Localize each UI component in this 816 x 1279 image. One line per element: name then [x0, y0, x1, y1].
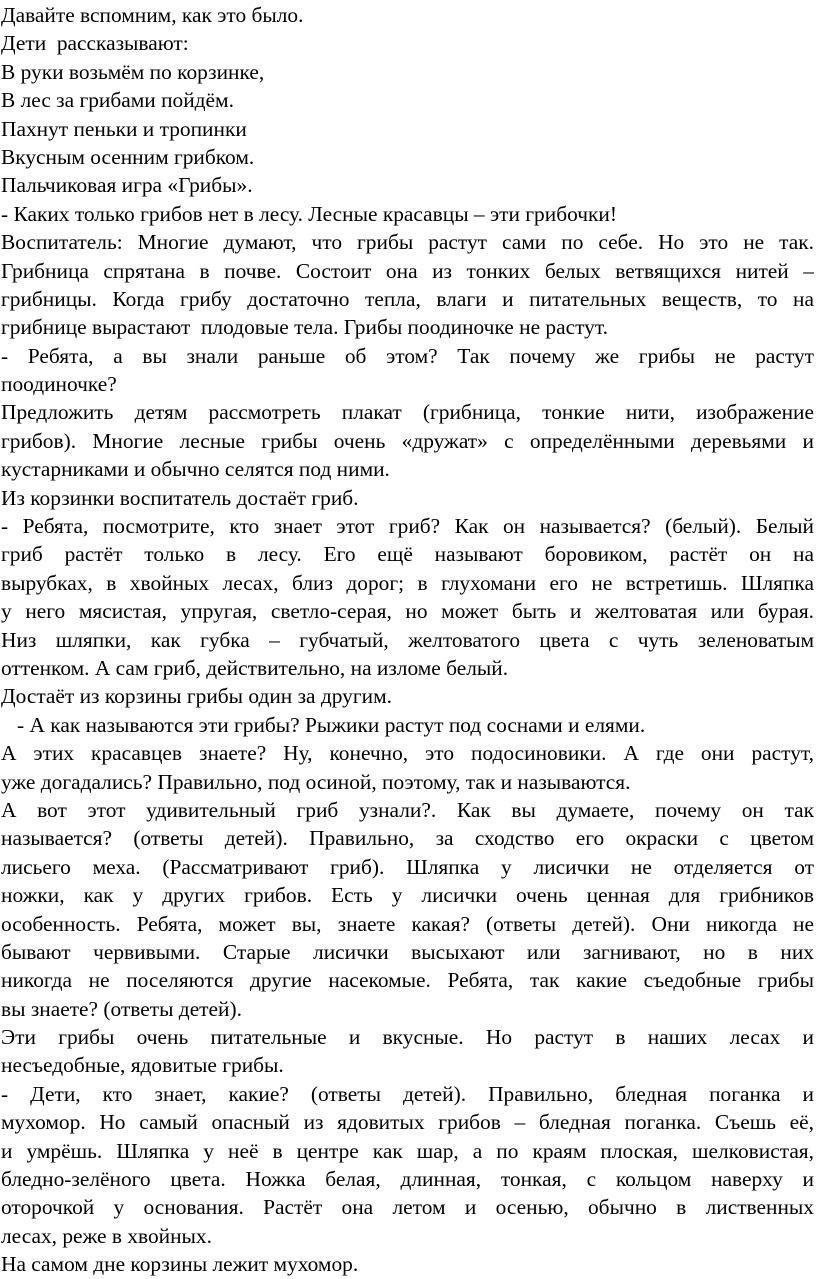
text-line: грибнице вырастают плодовые тела. Грибы поодиночке не растут.	[1, 315, 608, 340]
text-line: Пальчиковая игра «Грибы».	[1, 173, 253, 198]
text-line: особенность. Ребята, может вы, знаете какая? (ответы детей). Они никогда не	[1, 911, 814, 936]
text-line: оторочкой у основания. Растёт она летом и осенью, обычно в лиственных	[1, 1195, 814, 1220]
text-line: Достаёт из корзины грибы один за другим.	[1, 684, 392, 709]
text-line: Грибница спрятана в почве. Состоит она из тонких белых ветвящихся нитей –	[1, 258, 814, 283]
text-line: поодиночке?	[1, 372, 117, 397]
text-line: вы знаете? (ответы детей).	[1, 996, 242, 1021]
text-line: Из корзинки воспитатель достаёт гриб.	[1, 485, 359, 510]
text-line: - Каких только грибов нет в лесу. Лесные красавцы – эти грибочки!	[1, 201, 617, 226]
text-line: - Ребята, посмотрите, кто знает этот гриб? Как он называется? (белый). Белый	[1, 514, 814, 539]
text-line: лесах, реже в хвойных.	[1, 1223, 212, 1248]
text-line: несъедобные, ядовитые грибы.	[1, 1053, 284, 1078]
text-line: называется? (ответы детей). Правильно, за сходство его окраски с цветом	[1, 826, 814, 851]
text-line: мухомор. Но самый опасный из ядовитых грибов – бледная поганка. Съешь её,	[1, 1110, 814, 1135]
text-line: На самом дне корзины лежит мухомор.	[1, 1252, 359, 1277]
text-line: уже догадались? Правильно, под осиной, поэтому, так и называются.	[1, 769, 631, 794]
text-line: грибов). Многие лесные грибы очень «дружат» с определёнными деревьями и	[1, 428, 814, 453]
text-line: бледно-зелёного цвета. Ножка белая, длинная, тонкая, с кольцом наверху и	[1, 1167, 814, 1192]
text-line: бывают червивыми. Старые лисички высыхают или загнивают, но в них	[1, 939, 814, 964]
text-line: - Ребята, а вы знали раньше об этом? Так почему же грибы не растут	[1, 343, 814, 368]
text-line: Эти грибы очень питательные и вкусные. Но растут в наших лесах и	[1, 1025, 814, 1050]
text-line: А вот этот удивительный гриб узнали?. Как вы думаете, почему он так	[1, 797, 814, 822]
poem-line: Вкусным осенним грибком.	[1, 144, 255, 169]
text-line: и умрёшь. Шляпка у неё в центре как шар, а по краям плоская, шелковистая,	[1, 1138, 814, 1163]
text-line: Низ шляпки, как губка – губчатый, желтоватого цвета с чуть зеленоватым	[1, 627, 814, 652]
text-line: грибницы. Когда грибу достаточно тепла, влаги и питательных веществ, то на	[1, 286, 814, 311]
text-line: никогда не поселяются другие насекомые. Ребята, так какие съедобные грибы	[1, 968, 814, 993]
text-line: оттенком. А сам гриб, действительно, на изломе белый.	[1, 655, 509, 680]
text-line: Воспитатель: Многие думают, что грибы растут сами по себе. Но это не так.	[1, 230, 814, 255]
text-line: Дети рассказывают:	[1, 31, 189, 56]
poem-line: В руки возьмём по корзинке,	[1, 59, 265, 84]
text-line: вырубках, в хвойных лесах, близ дорог; в глухомани его не встретишь. Шляпка	[1, 570, 814, 595]
poem-line: В лес за грибами пойдём.	[1, 88, 234, 113]
text-line: - А как называются эти грибы? Рыжики растут под соснами и елями.	[1, 712, 646, 737]
text-line: Предложить детям рассмотреть плакат (грибница, тонкие нити, изображение	[1, 400, 814, 425]
text-line: Давайте вспомним, как это было.	[1, 3, 304, 27]
text-line: - Дети, кто знает, какие? (ответы детей). Правильно, бледная поганка и	[1, 1081, 814, 1106]
poem-line: Пахнут пеньки и тропинки	[1, 116, 247, 141]
text-line: кустарниками и обычно селятся под ними.	[1, 457, 390, 482]
text-line: лисьего меха. (Рассматривают гриб). Шляпка у лисички не отделяется от	[1, 854, 814, 879]
text-line: ножки, как у других грибов. Есть у лисички очень ценная для грибников	[1, 883, 814, 908]
text-line: гриб растёт только в лесу. Его ещё называют боровиком, растёт он на	[1, 542, 814, 567]
text-line: у него мясистая, упругая, светло-серая, но может быть и желтоватая или бурая.	[1, 599, 814, 624]
text-line: А этих красавцев знаете? Ну, конечно, это подосиновики. А где они растут,	[1, 741, 814, 766]
